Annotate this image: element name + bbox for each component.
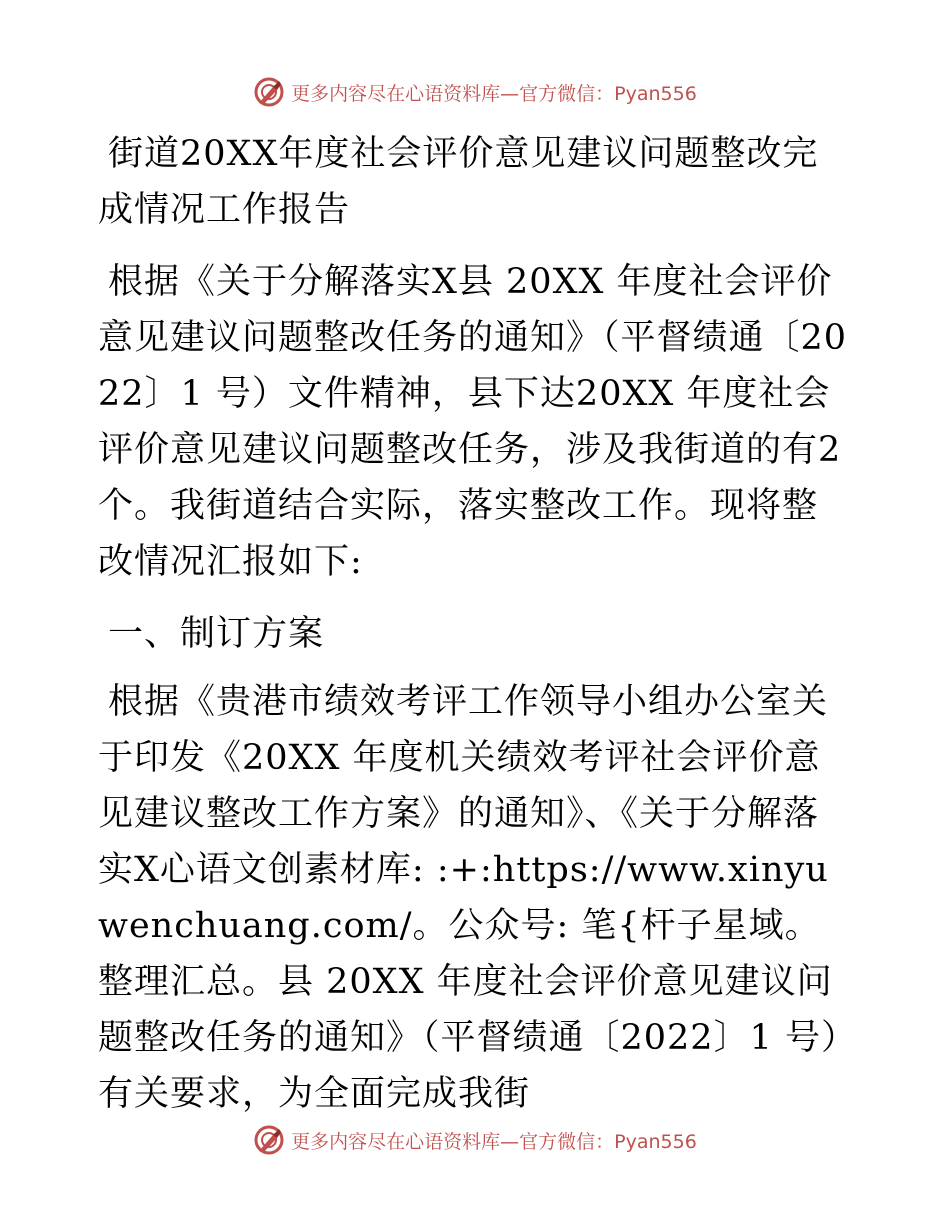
footer-banner-content [253, 1124, 697, 1156]
header-banner [0, 70, 950, 114]
paragraph-1: 根据《关于分解落实X县 20XX 年度社会评价意见建议问题整改任务的通知》（平督绩通〔2022〕1 号）文件精神，县下达20XX 年度社会评价意见建议问题整改任务，涉及我街道的有2个。我街道结合实际，落实整改工作。现将整改情况汇报如下: [98, 262, 848, 582]
section-heading-1: 一、制订方案 [108, 614, 325, 654]
pen-circle-logo-icon [253, 76, 285, 108]
document-body [98, 126, 850, 1122]
document-title: 街道20XX年度社会评价意见建议问题整改完成情况工作报告 [98, 134, 819, 230]
pen-circle-logo-icon [253, 1124, 285, 1156]
footer-banner-text: 更多内容尽在心语资料库—官方微信：Pyan556 [291, 1130, 697, 1153]
footer-banner [0, 1118, 950, 1162]
paragraph-2: 根据《贵港市绩效考评工作领导小组办公室关于印发《20XX 年度机关绩效考评社会评价意见建议整改工作方案》的通知》、《关于分解落实X心语文创素材库: :+:https://www.xinyuwenchuang.com/。公众号: 笔{杆子星域。整理汇总。县 20XX 年度社会评价意见建议问题整改任务的通知》（平督绩通〔2022〕1 号）有关要求，为全面完成我街 [98, 682, 840, 1114]
header-banner-text: 更多内容尽在心语资料库—官方微信：Pyan556 [291, 82, 697, 105]
header-banner-content [253, 76, 697, 108]
